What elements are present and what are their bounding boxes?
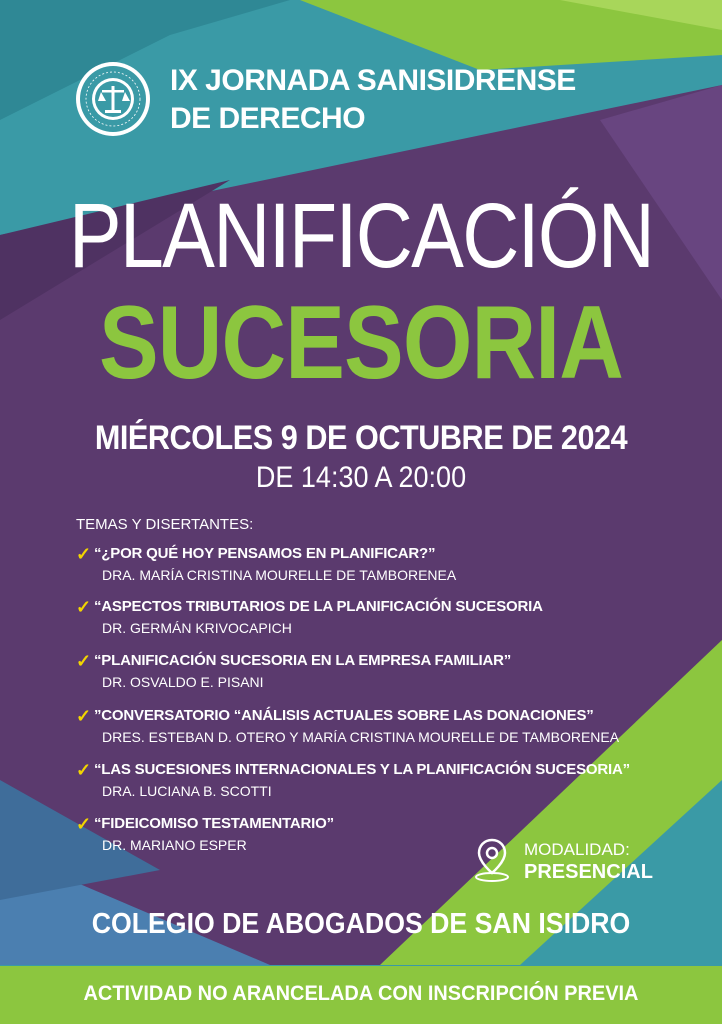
topic-speaker: DR. GERMÁN KRIVOCAPICH	[102, 620, 292, 636]
topic-speaker: DRES. ESTEBAN D. OTERO Y MARÍA CRISTINA MOURELLE DE TAMBORENEA	[102, 729, 620, 745]
topic-title: “PLANIFICACIÓN SUCESORIA EN LA EMPRESA FAMILIAR”	[94, 652, 512, 669]
check-icon: ✓	[76, 597, 92, 617]
topic-title: “¿POR QUÉ HOY PENSAMOS EN PLANIFICAR?”	[94, 545, 436, 562]
modality-label: MODALIDAD:	[524, 840, 630, 859]
topic-title: “LAS SUCESIONES INTERNACIONALES Y LA PLANIFICACIÓN SUCESORIA”	[94, 761, 630, 778]
topic-title: ”CONVERSATORIO “ANÁLISIS ACTUALES SOBRE LAS DONACIONES”	[94, 707, 594, 724]
organizer-name: COLEGIO DE ABOGADOS DE SAN ISIDRO	[91, 908, 631, 940]
topic-speaker: DRA. MARÍA CRISTINA MOURELLE DE TAMBORENEA	[102, 567, 457, 583]
topic-speaker: DRA. LUCIANA B. SCOTTI	[102, 783, 272, 799]
check-icon: ✓	[76, 544, 92, 564]
event-time: DE 14:30 A 20:00	[255, 461, 467, 494]
check-icon: ✓	[76, 760, 92, 780]
header-line-2: DE DERECHO	[170, 102, 366, 135]
title-line-1: PLANIFICACIÓN	[68, 185, 654, 287]
topics-heading: TEMAS Y DISERTANTES:	[76, 516, 254, 533]
check-icon: ✓	[76, 651, 92, 671]
modality-value: PRESENCIAL	[524, 861, 653, 883]
event-date: MIÉRCOLES 9 DE OCTUBRE DE 2024	[94, 419, 628, 457]
footer-text: ACTIVIDAD NO ARANCELADA CON INSCRIPCIÓN PREVIA	[83, 982, 639, 1005]
check-icon: ✓	[76, 814, 92, 834]
topic-title: “FIDEICOMISO TESTAMENTARIO”	[94, 815, 334, 832]
topic-title: “ASPECTOS TRIBUTARIOS DE LA PLANIFICACIÓN SUCESORIA	[94, 598, 543, 615]
title-line-2: SUCESORIA	[98, 285, 624, 401]
location-pin-icon	[472, 837, 512, 883]
colegio-abogados-logo	[74, 60, 152, 138]
check-icon: ✓	[76, 706, 92, 726]
topic-speaker: DR. OSVALDO E. PISANI	[102, 674, 264, 690]
header-line-1: IX JORNADA SANISIDRENSE	[170, 64, 576, 97]
event-series-header	[170, 62, 576, 138]
topic-speaker: DR. MARIANO ESPER	[102, 837, 247, 853]
